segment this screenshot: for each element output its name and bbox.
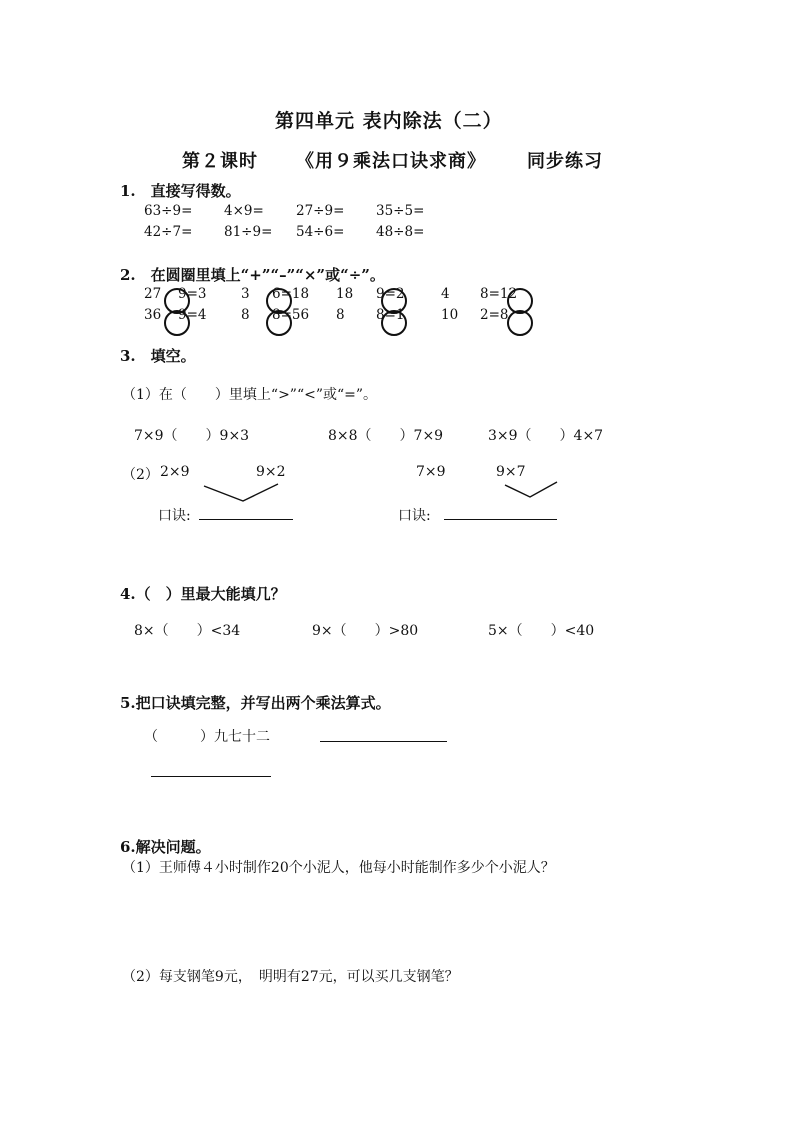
q2-r2-b2: 8=56 <box>272 307 310 323</box>
koujue-label-right: 口诀: <box>398 508 431 524</box>
q3-p1-item1: 7×9（ ）9×3 <box>134 428 250 444</box>
koujue-answer-line-right[interactable] <box>444 519 557 520</box>
q2-r1-b3: 9=2 <box>376 286 405 302</box>
q2-r2-b3: 8=1 <box>376 307 405 323</box>
connector-right <box>505 482 557 497</box>
q2-heading: 2. 在圆圈里填上“+”“–”“×”或“÷”。 <box>120 266 385 284</box>
q3-p1-item2: 8×8（ ）7×9 <box>328 428 444 444</box>
q5-rhyme: （ ）九七十二 <box>144 729 270 745</box>
q5-answer-line-2[interactable] <box>151 776 271 777</box>
q1-r2-c2: 81÷9= <box>224 224 273 240</box>
q4-item1: 8×（ ）<34 <box>134 623 241 639</box>
q3-p2-right-a: 7×9 <box>416 464 446 480</box>
connector-left <box>204 484 278 501</box>
q6-heading: 6.解决问题。 <box>120 838 211 856</box>
operator-circle[interactable] <box>266 310 292 336</box>
lesson-tag: 同步练习 <box>527 151 603 172</box>
q3-p2-right-b: 9×7 <box>496 464 526 480</box>
q4-item3: 5×（ ）<40 <box>488 623 595 639</box>
q1-r1-c4: 35÷5= <box>376 203 425 219</box>
lesson-topic: 《用９乘法口诀求商》 <box>296 151 486 172</box>
q6-problem-1: （1）王师傅４小时制作20个小泥人，他每小时能制作多少个小泥人？ <box>122 860 555 876</box>
q1-r2-c4: 48÷8= <box>376 224 425 240</box>
operator-circle[interactable] <box>164 310 190 336</box>
koujue-label-left: 口诀: <box>158 508 191 524</box>
q2-r2-a4: 10 <box>441 307 459 323</box>
q6-problem-2: （2）每支钢笔9元， 明明有27元，可以买几支钢笔？ <box>122 969 459 985</box>
page-title: 第四单元 表内除法（二） <box>275 110 503 132</box>
q2-r1-a1: 27 <box>144 286 162 302</box>
koujue-answer-line-left[interactable] <box>199 519 293 520</box>
q3-heading: 3. 填空。 <box>120 347 196 365</box>
q2-r2-a1: 36 <box>144 307 162 323</box>
lesson-label: 第２课时 <box>182 151 258 172</box>
q3-p1-item3: 3×9（ ）4×7 <box>488 428 604 444</box>
q2-r1-a2: 3 <box>241 286 250 302</box>
operator-circle[interactable] <box>381 310 407 336</box>
q2-r1-b1: 9=3 <box>178 286 207 302</box>
q5-answer-line-1[interactable] <box>320 741 447 742</box>
q2-r2-a2: 8 <box>241 307 250 323</box>
q1-r1-c2: 4×9= <box>224 203 264 219</box>
q4-heading: 4.（ ）里最大能填几？ <box>120 585 286 603</box>
q3-p2-label: （2） <box>122 467 159 483</box>
q4-item2: 9×（ ）>80 <box>312 623 419 639</box>
q1-r1-c1: 63÷9= <box>144 203 193 219</box>
q2-r1-a4: 4 <box>441 286 450 302</box>
q1-r1-c3: 27÷9= <box>296 203 345 219</box>
q1-heading: 1. 直接写得数。 <box>120 182 241 200</box>
q2-r2-b4: 2=8 <box>480 307 509 323</box>
q1-r2-c3: 54÷6= <box>296 224 345 240</box>
q2-r1-b4: 8=12 <box>480 286 518 302</box>
q2-r2-a3: 8 <box>336 307 345 323</box>
operator-circle[interactable] <box>507 310 533 336</box>
q1-r2-c1: 42÷7= <box>144 224 193 240</box>
q3-p2-left-b: 9×2 <box>256 464 286 480</box>
q5-heading: 5.把口诀填完整，并写出两个乘法算式。 <box>120 694 391 712</box>
q2-r2-b1: 9=4 <box>178 307 207 323</box>
q2-r1-a3: 18 <box>336 286 354 302</box>
q2-r1-b2: 6=18 <box>272 286 310 302</box>
q3-p2-left-a: 2×9 <box>160 464 190 480</box>
q3-p1-intro: （1）在（ ）里填上“>”“<”或“=”。 <box>122 387 378 403</box>
